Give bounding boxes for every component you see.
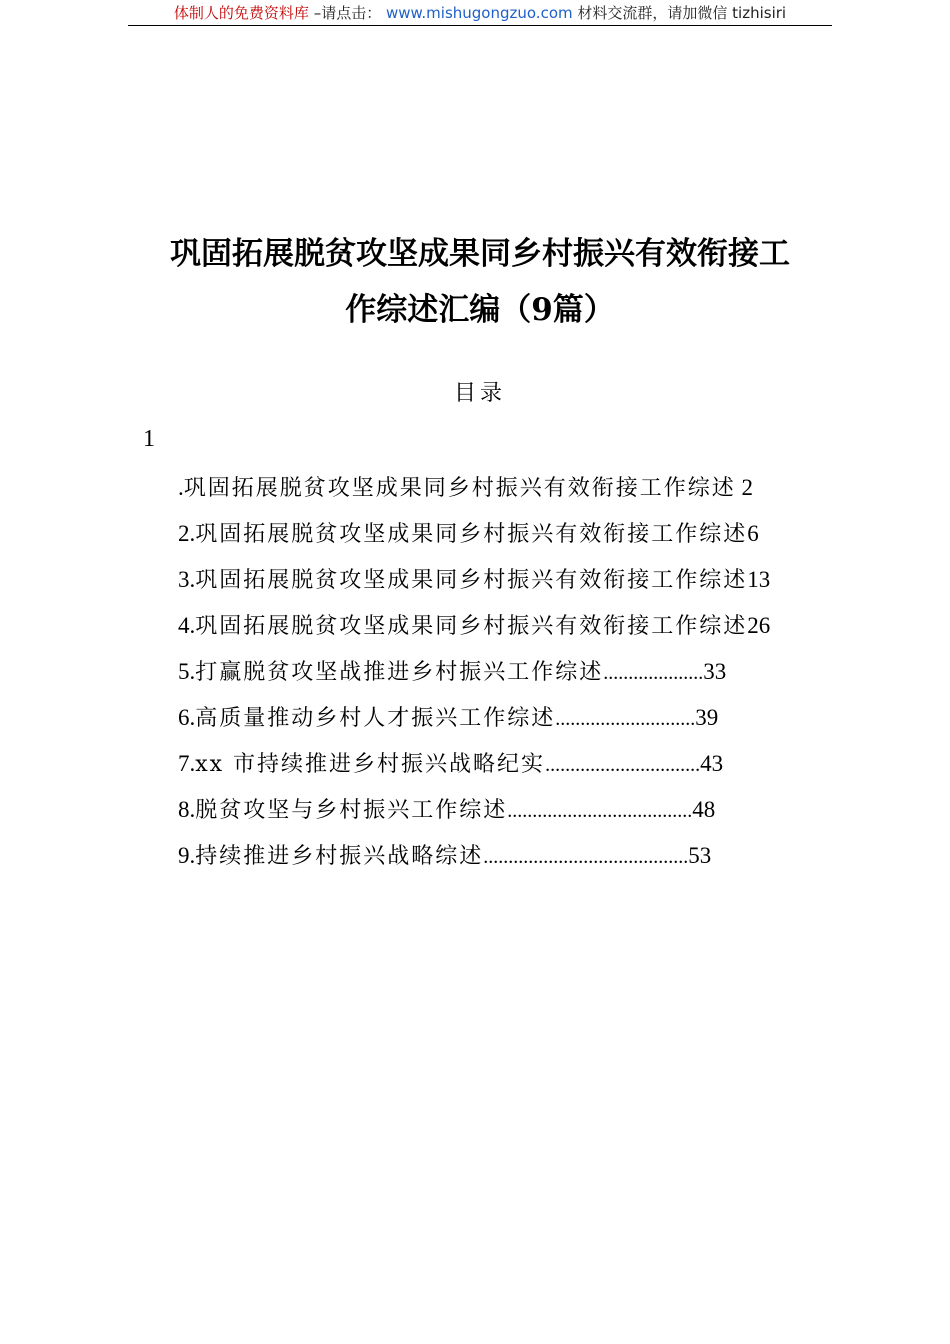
toc-entry[interactable] <box>178 838 770 884</box>
toc-entry-number: 5. <box>178 659 196 684</box>
toc-entry-number: . <box>178 475 184 500</box>
toc-entry-page: 6 <box>747 521 759 546</box>
title-line-1: 巩固拓展脱贫攻坚成果同乡村振兴有效衔接工 <box>170 236 790 272</box>
header-prompt: –请点击： <box>313 4 382 22</box>
toc-entry[interactable] <box>178 516 770 562</box>
toc-heading: 目录 <box>453 381 506 406</box>
toc-entry-text: 巩固拓展脱贫攻坚成果同乡村振兴有效衔接工作综述 <box>183 476 736 501</box>
toc-entry-number: 7. <box>178 751 196 776</box>
toc-entry[interactable] <box>178 792 770 838</box>
toc-entry[interactable] <box>178 470 770 516</box>
toc-entry-leader: .................... <box>603 662 704 684</box>
document-title <box>120 226 840 338</box>
toc-entry-page: 2 <box>735 475 754 500</box>
toc-entry-page: 33 <box>703 659 727 684</box>
table-of-contents <box>178 470 770 884</box>
toc-first-number: 1 <box>143 426 155 452</box>
toc-entry-page: 26 <box>747 613 771 638</box>
toc-entry-number: 8. <box>178 797 196 822</box>
toc-entry-text: 巩固拓展脱贫攻坚成果同乡村振兴有效衔接工作综述 <box>195 568 748 593</box>
toc-entry[interactable] <box>178 608 770 654</box>
toc-entry[interactable] <box>178 562 770 608</box>
toc-entry-number: 4. <box>178 613 196 638</box>
toc-entry-text: 持续推进乡村振兴战略综述 <box>195 844 484 869</box>
toc-entry-number: 6. <box>178 705 196 730</box>
header-brand: 体制人的免费资料库 <box>173 4 309 22</box>
toc-entry-text: 巩固拓展脱贫攻坚成果同乡村振兴有效衔接工作综述 <box>195 522 748 547</box>
toc-entry[interactable] <box>178 654 770 700</box>
toc-entry-page: 53 <box>688 843 712 868</box>
page-header <box>128 2 832 24</box>
toc-entry-text: 打赢脱贫攻坚战推进乡村振兴工作综述 <box>195 660 604 685</box>
toc-entry-number: 3. <box>178 567 196 592</box>
toc-entry-page: 43 <box>700 751 724 776</box>
toc-entry-page: 48 <box>692 797 716 822</box>
toc-entry-leader: ......................................... <box>483 846 689 868</box>
toc-entry-text: 脱贫攻坚与乡村振兴工作综述 <box>195 798 508 823</box>
header-divider <box>128 25 832 26</box>
toc-entry-leader: ............................ <box>555 708 696 730</box>
title-line-2: 作综述汇编（9篇） <box>345 292 615 328</box>
toc-entry-page: 13 <box>747 567 771 592</box>
toc-entry-text: xx 市持续推进乡村振兴战略纪实 <box>195 752 546 777</box>
toc-entry-text: 高质量推动乡村人才振兴工作综述 <box>195 706 556 731</box>
toc-entry-text: 巩固拓展脱贫攻坚成果同乡村振兴有效衔接工作综述 <box>195 614 748 639</box>
toc-entry[interactable] <box>178 700 770 746</box>
header-url-link[interactable]: www.mishugongzuo.com <box>385 4 573 22</box>
toc-entry-number: 9. <box>178 843 196 868</box>
toc-entry-number: 2. <box>178 521 196 546</box>
toc-entry-page: 39 <box>695 705 719 730</box>
toc-entry-leader: ............................... <box>545 754 701 776</box>
header-wechat: 材料交流群，请加微信 tizhisiri <box>577 4 787 22</box>
toc-entry[interactable] <box>178 746 770 792</box>
toc-entry-leader: ..................................... <box>507 800 693 822</box>
